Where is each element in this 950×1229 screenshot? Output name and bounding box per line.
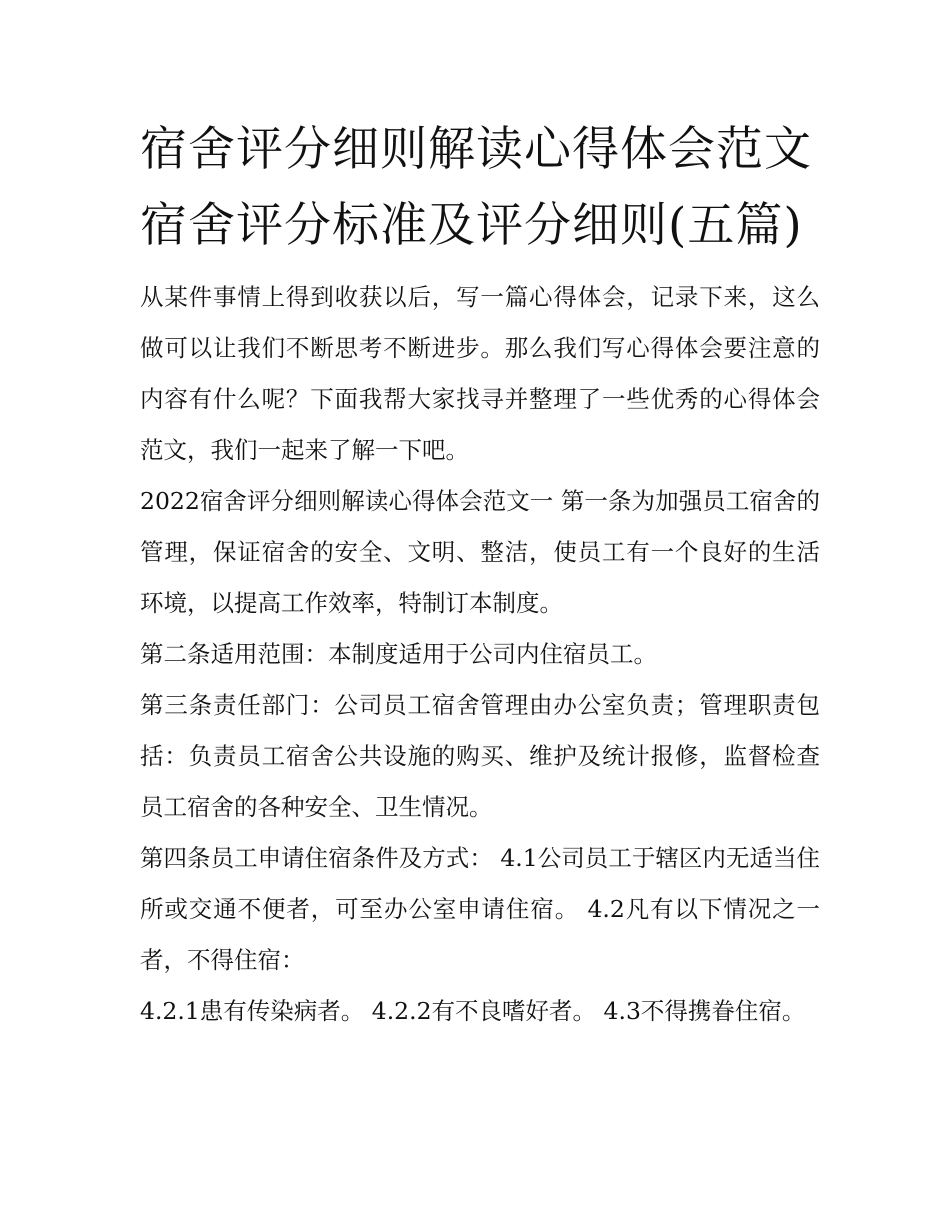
document-body [140, 112, 820, 1037]
paragraph-article-2: 第二条适用范围：本制度适用于公司内住宿员工。 [140, 640, 657, 668]
paragraph-intro: 从某件事情上得到收获以后，写一篇心得体会，记录下来，这么做可以让我们不断思考不断进步。那么我们写心得体会要注意的内容有什么呢？下面我帮大家找寻并整理了一些优秀的心得体会范文，我们一起来了解一下吧。 [140, 283, 820, 464]
paragraph-article-1: 2022宿舍评分细则解读心得体会范文一 第一条为加强员工宿舍的管理，保证宿舍的安全、文明、整洁，使员工有一个良好的生活环境，以提高工作效率，特制订本制度。 [140, 487, 820, 617]
paragraph-article-4: 第四条员工申请住宿条件及方式： 4.1公司员工于辖区内无适当住所或交通不便者，可至办公室申请住宿。 4.2凡有以下情况之一者，不得住宿： [140, 844, 820, 974]
paragraph-article-4-items: 4.2.1患有传染病者。 4.2.2有不良嗜好者。 4.3不得携眷住宿。 [140, 997, 806, 1025]
paragraph-article-3: 第三条责任部门：公司员工宿舍管理由办公室负责；管理职责包括：负责员工宿舍公共设施的购买、维护及统计报修，监督检查员工宿舍的各种安全、卫生情况。 [140, 691, 820, 821]
document-title: 宿舍评分细则解读心得体会范文 宿舍评分标准及评分细则(五篇) [140, 122, 812, 253]
